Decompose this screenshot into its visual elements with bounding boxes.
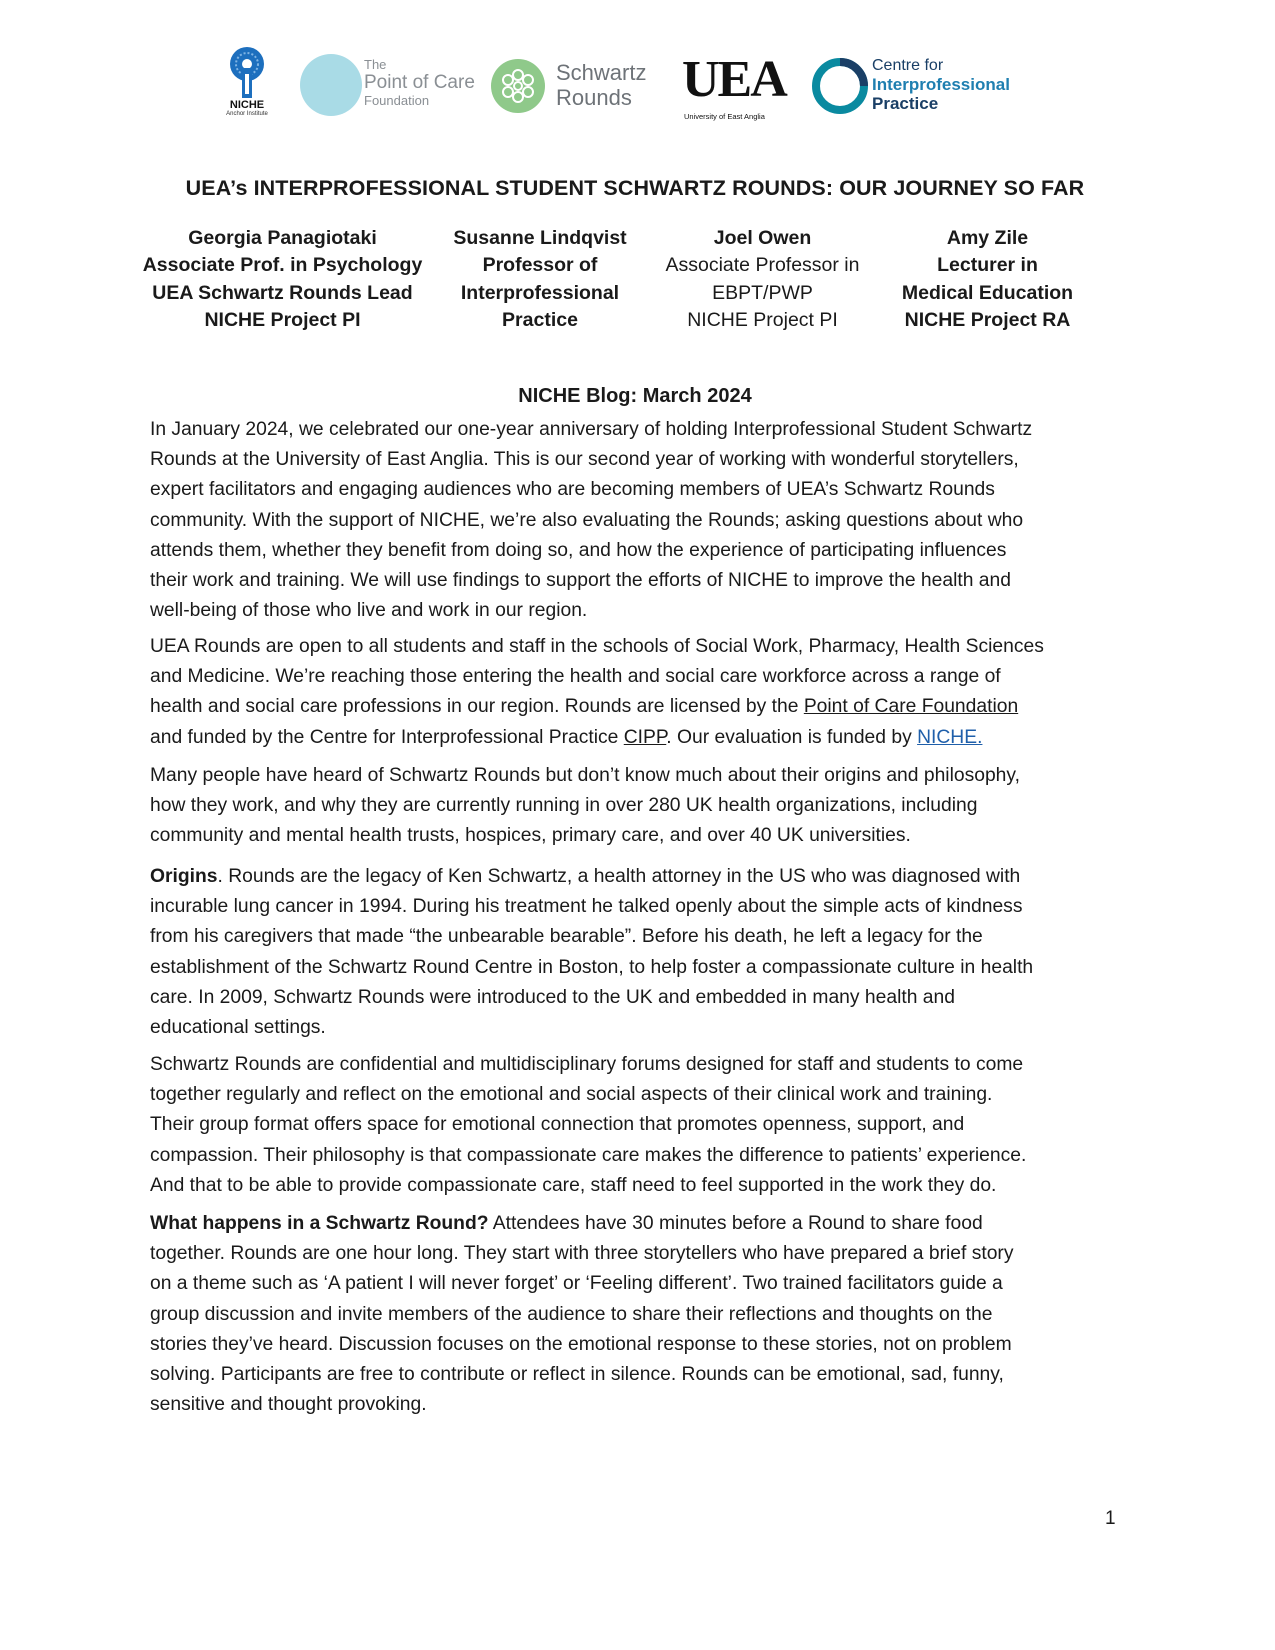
text-line: Their group format offers space for emotional connection that promotes openness, support, and <box>150 1114 965 1136</box>
author-role: Practice <box>502 308 578 331</box>
paragraph-origins <box>150 862 1125 1043</box>
text-line: incurable lung cancer in 1994. During his treatment he talked openly about the simple acts of kindness <box>150 896 1023 918</box>
uea-mark: UEA <box>682 51 786 108</box>
author-role: Interprofessional <box>460 281 620 304</box>
poc-line1: The <box>364 57 387 72</box>
schwartz-flower-icon <box>490 58 546 114</box>
author-role: NICHE Project RA <box>904 308 1071 331</box>
point-of-care-link[interactable]: Point of Care Foundation <box>803 696 1019 718</box>
page-number: 1 <box>1105 1508 1116 1529</box>
author-1 <box>140 225 425 334</box>
text-line: educational settings. <box>150 1017 326 1039</box>
authors <box>142 225 1120 337</box>
cipp-link[interactable]: CIPP <box>623 726 667 748</box>
uea-logo <box>682 44 787 136</box>
blog-heading: NICHE Blog: March 2024 <box>518 385 752 407</box>
author-role: NICHE Project PI <box>687 308 838 331</box>
text-line: community and mental health trusts, hospices, primary care, and over 40 UK universities. <box>150 825 911 847</box>
cipp-ring-icon <box>810 56 870 116</box>
text-line <box>150 862 1125 892</box>
schwartz-line2: Rounds <box>556 85 632 110</box>
author-2 <box>440 225 640 334</box>
cipp-logo <box>810 44 1025 136</box>
paragraph-what-happens <box>150 1209 1125 1420</box>
text-line: compassion. Their philosophy is that compassionate care makes the difference to patients’ experience. <box>150 1144 1027 1166</box>
author-name: Amy Zile <box>946 227 1029 249</box>
niche-logo <box>222 44 272 136</box>
what-happens-lead: What happens in a Schwartz Round? <box>150 1213 489 1234</box>
poc-circle-icon <box>299 53 363 117</box>
paragraph-intro <box>150 415 1125 626</box>
text-line <box>150 723 1125 753</box>
author-role: Associate Prof. in Psychology <box>142 254 423 277</box>
text-line: and Medicine. We’re reaching those entering the health and social care workforce across a range of <box>150 666 1001 688</box>
author-role: Professor of <box>482 254 598 277</box>
text-line: together regularly and reflect on the emotional and social aspects of their clinical work and training. <box>150 1084 993 1106</box>
niche-link[interactable]: NICHE. <box>917 726 983 748</box>
author-4 <box>885 225 1090 334</box>
poc-line3: Foundation <box>364 93 430 108</box>
text-line: Many people have heard of Schwartz Rounds but don’t know much about their origins and philosophy, <box>150 765 1020 786</box>
text-line: community. With the support of NICHE, we’re also evaluating the Rounds; asking questions about who <box>150 509 1024 531</box>
niche-emblem-icon <box>222 44 272 106</box>
text-line <box>150 692 1125 722</box>
text-line: from his caregivers that made “the unbearable bearable”. Before his death, he left a legacy for the <box>150 926 983 948</box>
text-segment: and funded by the Centre for Interprofessional Practice <box>150 726 624 748</box>
schwartz-line1: Schwartz <box>556 60 647 85</box>
author-role: Associate Professor in <box>665 254 860 277</box>
niche-logo-label: NICHE <box>229 99 265 111</box>
paragraph-access <box>150 632 1125 753</box>
niche-logo-sub: Anchor Institute <box>226 111 268 117</box>
text-segment: health and social care professions in our region. Rounds are licensed by the <box>150 696 804 718</box>
text-line <box>150 1209 1125 1239</box>
text-line: care. In 2009, Schwartz Rounds were introduced to the UK and embedded in many health and <box>150 986 955 1008</box>
cipp-line3: Practice <box>872 94 939 113</box>
text-line: together. Rounds are one hour long. They start with three storytellers who have prepared a brief story <box>150 1243 1014 1265</box>
text-segment: . Our evaluation is funded by <box>666 726 918 748</box>
cipp-line2: Interprofessional <box>872 75 1010 94</box>
cipp-line1: Centre for <box>872 57 944 74</box>
author-name: Susanne Lindqvist <box>453 227 627 249</box>
author-role: Lecturer in <box>937 254 1038 277</box>
paragraph-overview <box>150 761 1125 852</box>
schwartz-rounds-logo <box>490 44 660 136</box>
text-line: And that to be able to provide compassionate care, staff need to feel supported in the work they do. <box>150 1174 997 1196</box>
text-line: their work and training. We will use findings to support the efforts of NICHE to improve the health and <box>150 570 1011 592</box>
document-title: UEA’s INTERPROFESSIONAL STUDENT SCHWARTZ ROUNDS: OUR JOURNEY SO FAR <box>185 176 1085 200</box>
text-line: Rounds at the University of East Anglia. This is our second year of working with wonderful storytellers, <box>150 449 1019 471</box>
uea-sub: University of East Anglia <box>684 112 765 121</box>
text-line: stories they’ve heard. Discussion focuses on the emotional response to these stories, not on problem <box>150 1333 1012 1355</box>
author-role: NICHE Project PI <box>204 308 361 331</box>
text-line: establishment of the Schwartz Round Centre in Boston, to help foster a compassionate culture in health <box>150 956 1034 978</box>
author-role: UEA Schwartz Rounds Lead <box>152 281 413 304</box>
author-3 <box>650 225 875 334</box>
author-name: Joel Owen <box>713 227 812 249</box>
text-line: sensitive and thought provoking. <box>150 1394 427 1416</box>
text-line: In January 2024, we celebrated our one-year anniversary of holding Interprofessional Student Schwartz <box>150 419 1033 440</box>
origins-lead: Origins <box>150 866 218 887</box>
text-line: Schwartz Rounds are confidential and multidisciplinary forums designed for staff and students to come <box>150 1054 1024 1075</box>
text-segment: . Rounds are the legacy of Ken Schwartz, a health attorney in the US who was diagnosed with <box>217 866 1021 887</box>
logo-strip <box>222 44 1072 136</box>
text-line: solving. Participants are free to contribute or reflect in silence. Rounds can be emotional, sad, funny, <box>150 1364 1004 1386</box>
poc-line2: Point of Care <box>364 72 475 93</box>
author-name: Georgia Panagiotaki <box>188 227 377 249</box>
text-line: attends them, whether they benefit from doing so, and how the experience of participating influences <box>150 539 1007 561</box>
text-line: UEA Rounds are open to all students and staff in the schools of Social Work, Pharmacy, Health Sciences <box>150 636 1044 657</box>
text-line: how they work, and why they are currently running in over 280 UK health organizations, including <box>150 795 978 817</box>
author-role: Medical Education <box>901 281 1074 304</box>
point-of-care-logo <box>299 44 475 136</box>
paragraph-philosophy <box>150 1050 1125 1201</box>
text-line: on a theme such as ‘A patient I will never forget’ or ‘Feeling different’. Two trained facilitators guide a <box>150 1273 1003 1295</box>
author-role: EBPT/PWP <box>712 281 813 304</box>
text-line: well-being of those who live and work in our region. <box>150 600 588 622</box>
text-segment: Attendees have 30 minutes before a Round to share food <box>488 1213 983 1234</box>
text-line: expert facilitators and engaging audiences who are becoming members of UEA’s Schwartz Rounds <box>150 479 995 501</box>
text-line: group discussion and invite members of the audience to share their reflections and thoughts on the <box>150 1303 993 1325</box>
